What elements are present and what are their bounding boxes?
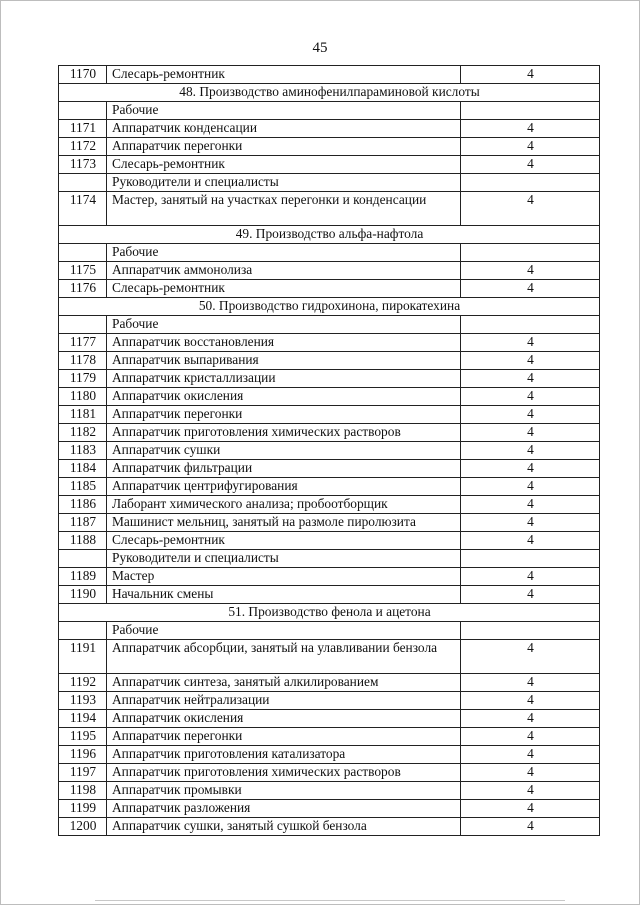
row-number: 1170 (59, 66, 107, 84)
table-row (59, 674, 600, 692)
profession-name: Аппаратчик перегонки (107, 728, 461, 746)
table-row (59, 764, 600, 782)
table-row (59, 406, 600, 424)
row-number: 1171 (59, 120, 107, 138)
value-empty (461, 244, 600, 262)
profession-name: Аппаратчик синтеза, занятый алкилированием (107, 674, 461, 692)
additional-leave-days: 4 (461, 674, 600, 692)
additional-leave-days: 4 (461, 334, 600, 352)
row-number: 1196 (59, 746, 107, 764)
additional-leave-days: 4 (461, 710, 600, 728)
profession-name: Аппаратчик промывки (107, 782, 461, 800)
table-row (59, 138, 600, 156)
table-row (59, 388, 600, 406)
row-number-empty (59, 550, 107, 568)
profession-name: Мастер (107, 568, 461, 586)
additional-leave-days: 4 (461, 782, 600, 800)
row-number: 1200 (59, 818, 107, 836)
additional-leave-days: 4 (461, 156, 600, 174)
row-number: 1187 (59, 514, 107, 532)
profession-name: Аппаратчик приготовления химических растворов (107, 424, 461, 442)
profession-name: Аппаратчик сушки, занятый сушкой бензола (107, 818, 461, 836)
row-number: 1191 (59, 640, 107, 674)
profession-name: Начальник смены (107, 586, 461, 604)
table-row (59, 818, 600, 836)
row-number: 1192 (59, 674, 107, 692)
profession-name: Аппаратчик перегонки (107, 138, 461, 156)
profession-name: Аппаратчик абсорбции, занятый на улавливании бензола (107, 640, 461, 674)
table-row (59, 262, 600, 280)
profession-name: Слесарь-ремонтник (107, 532, 461, 550)
table-row (59, 514, 600, 532)
table-row (59, 586, 600, 604)
row-number: 1189 (59, 568, 107, 586)
row-number-empty (59, 244, 107, 262)
table-row (59, 192, 600, 226)
row-number: 1193 (59, 692, 107, 710)
table-row (59, 334, 600, 352)
table-row (59, 728, 600, 746)
additional-leave-days: 4 (461, 818, 600, 836)
group-heading-row (59, 316, 600, 334)
group-heading-row (59, 622, 600, 640)
profession-name: Аппаратчик кристаллизации (107, 370, 461, 388)
section-heading-row (59, 84, 600, 102)
value-empty (461, 316, 600, 334)
table-row (59, 710, 600, 728)
section-heading-row (59, 298, 600, 316)
row-number: 1179 (59, 370, 107, 388)
table-row (59, 496, 600, 514)
additional-leave-days: 4 (461, 586, 600, 604)
profession-name: Аппаратчик окисления (107, 710, 461, 728)
additional-leave-days: 4 (461, 764, 600, 782)
profession-name: Аппаратчик центрифугирования (107, 478, 461, 496)
additional-leave-days: 4 (461, 746, 600, 764)
additional-leave-days: 4 (461, 640, 600, 674)
additional-leave-days: 4 (461, 800, 600, 818)
row-number: 1188 (59, 532, 107, 550)
section-heading: 48. Производство аминофенилпараминовой кислоты (59, 84, 600, 102)
row-number: 1194 (59, 710, 107, 728)
profession-name: Аппаратчик окисления (107, 388, 461, 406)
group-heading: Рабочие (107, 244, 461, 262)
profession-name: Слесарь-ремонтник (107, 66, 461, 84)
page-number: 45 (312, 40, 328, 56)
row-number: 1195 (59, 728, 107, 746)
profession-name: Аппаратчик восстановления (107, 334, 461, 352)
value-empty (461, 622, 600, 640)
row-number: 1177 (59, 334, 107, 352)
table-row (59, 156, 600, 174)
profession-name: Слесарь-ремонтник (107, 280, 461, 298)
row-number: 1190 (59, 586, 107, 604)
row-number: 1178 (59, 352, 107, 370)
profession-name: Аппаратчик перегонки (107, 406, 461, 424)
table-row (59, 120, 600, 138)
additional-leave-days: 4 (461, 262, 600, 280)
table-row (59, 640, 600, 674)
table-row (59, 692, 600, 710)
table-row (59, 442, 600, 460)
additional-leave-days: 4 (461, 406, 600, 424)
profession-name: Аппаратчик сушки (107, 442, 461, 460)
row-number: 1181 (59, 406, 107, 424)
table-row (59, 370, 600, 388)
row-number: 1176 (59, 280, 107, 298)
group-heading: Руководители и специалисты (107, 550, 461, 568)
section-heading: 51. Производство фенола и ацетона (59, 604, 600, 622)
profession-name: Слесарь-ремонтник (107, 156, 461, 174)
additional-leave-days: 4 (461, 496, 600, 514)
value-empty (461, 174, 600, 192)
additional-leave-days: 4 (461, 442, 600, 460)
group-heading-row (59, 102, 600, 120)
additional-leave-days: 4 (461, 478, 600, 496)
additional-leave-days: 4 (461, 568, 600, 586)
profession-name: Мастер, занятый на участках перегонки и конденсации (107, 192, 461, 226)
additional-leave-days: 4 (461, 460, 600, 478)
row-number: 1197 (59, 764, 107, 782)
table-row (59, 424, 600, 442)
additional-leave-days: 4 (461, 66, 600, 84)
profession-name: Аппаратчик фильтрации (107, 460, 461, 478)
row-number: 1180 (59, 388, 107, 406)
group-heading: Руководители и специалисты (107, 174, 461, 192)
table-row (59, 746, 600, 764)
table-row (59, 782, 600, 800)
table-row (59, 568, 600, 586)
row-number: 1186 (59, 496, 107, 514)
profession-name: Машинист мельниц, занятый на размоле пиролюзита (107, 514, 461, 532)
section-heading-row (59, 226, 600, 244)
profession-name: Аппаратчик нейтрализации (107, 692, 461, 710)
row-number: 1185 (59, 478, 107, 496)
row-number-empty (59, 622, 107, 640)
page-bottom-edge (95, 900, 565, 901)
profession-name: Аппаратчик выпаривания (107, 352, 461, 370)
group-heading-row (59, 244, 600, 262)
row-number: 1183 (59, 442, 107, 460)
table-row (59, 352, 600, 370)
section-heading: 49. Производство альфа-нафтола (59, 226, 600, 244)
table-row (59, 280, 600, 298)
table-row (59, 66, 600, 84)
professions-table (58, 65, 600, 836)
group-heading: Рабочие (107, 622, 461, 640)
row-number-empty (59, 316, 107, 334)
table-row (59, 478, 600, 496)
additional-leave-days: 4 (461, 120, 600, 138)
section-heading-row (59, 604, 600, 622)
profession-name: Аппаратчик приготовления катализатора (107, 746, 461, 764)
table-row (59, 800, 600, 818)
additional-leave-days: 4 (461, 352, 600, 370)
row-number: 1174 (59, 192, 107, 226)
additional-leave-days: 4 (461, 728, 600, 746)
group-heading: Рабочие (107, 316, 461, 334)
profession-name: Аппаратчик разложения (107, 800, 461, 818)
table-body (59, 66, 600, 836)
additional-leave-days: 4 (461, 192, 600, 226)
group-heading: Рабочие (107, 102, 461, 120)
section-heading: 50. Производство гидрохинона, пирокатехина (59, 298, 600, 316)
row-number: 1173 (59, 156, 107, 174)
row-number-empty (59, 102, 107, 120)
additional-leave-days: 4 (461, 138, 600, 156)
additional-leave-days: 4 (461, 424, 600, 442)
profession-name: Аппаратчик аммонолиза (107, 262, 461, 280)
row-number: 1172 (59, 138, 107, 156)
table-row (59, 460, 600, 478)
row-number: 1182 (59, 424, 107, 442)
additional-leave-days: 4 (461, 532, 600, 550)
table-row (59, 532, 600, 550)
additional-leave-days: 4 (461, 388, 600, 406)
value-empty (461, 550, 600, 568)
row-number: 1175 (59, 262, 107, 280)
profession-name: Аппаратчик конденсации (107, 120, 461, 138)
profession-name: Аппаратчик приготовления химических растворов (107, 764, 461, 782)
row-number-empty (59, 174, 107, 192)
additional-leave-days: 4 (461, 280, 600, 298)
additional-leave-days: 4 (461, 370, 600, 388)
additional-leave-days: 4 (461, 692, 600, 710)
additional-leave-days: 4 (461, 514, 600, 532)
row-number: 1184 (59, 460, 107, 478)
group-heading-row (59, 550, 600, 568)
value-empty (461, 102, 600, 120)
group-heading-row (59, 174, 600, 192)
row-number: 1199 (59, 800, 107, 818)
row-number: 1198 (59, 782, 107, 800)
profession-name: Лаборант химического анализа; пробоотборщик (107, 496, 461, 514)
